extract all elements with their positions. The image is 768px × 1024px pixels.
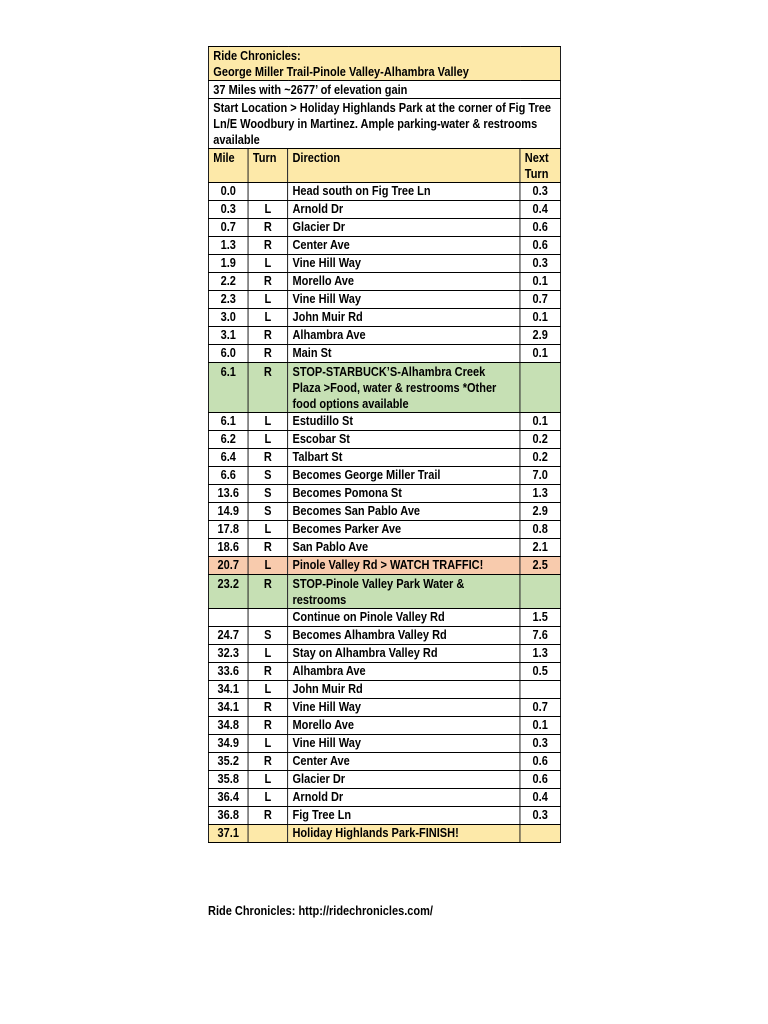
- cue-direction: Center Ave: [288, 753, 520, 771]
- cue-mile: 34.8: [208, 717, 248, 735]
- cue-turn: R: [248, 575, 288, 609]
- cue-turn: L: [248, 431, 288, 449]
- cue-row: [208, 449, 560, 467]
- cue-mile: 3.0: [208, 309, 248, 327]
- header-next-turn: Next Turn: [520, 149, 561, 183]
- cue-row: [208, 789, 560, 807]
- cue-row: [208, 539, 560, 557]
- cue-row: [208, 681, 560, 699]
- cue-next-turn: 0.6: [520, 753, 561, 771]
- cue-mile: 6.0: [208, 345, 248, 363]
- summary-row: [208, 81, 560, 99]
- cue-next-turn: 0.6: [520, 237, 561, 255]
- cue-row: [208, 431, 560, 449]
- cue-next-turn: 0.3: [520, 807, 561, 825]
- cue-turn: R: [248, 273, 288, 291]
- cue-next-turn: 1.3: [520, 485, 561, 503]
- cue-turn: L: [248, 291, 288, 309]
- cue-mile: 24.7: [208, 627, 248, 645]
- cue-mile: 1.3: [208, 237, 248, 255]
- cue-mile: [208, 609, 248, 627]
- cue-mile: 2.3: [208, 291, 248, 309]
- cue-mile: 6.1: [208, 363, 248, 413]
- cue-row: [208, 753, 560, 771]
- cue-direction: Fig Tree Ln: [288, 807, 520, 825]
- cue-next-turn: 0.2: [520, 431, 561, 449]
- cue-next-turn: 0.2: [520, 449, 561, 467]
- cue-row: [208, 645, 560, 663]
- cue-mile: 34.1: [208, 699, 248, 717]
- cue-turn: L: [248, 255, 288, 273]
- cue-row: [208, 273, 560, 291]
- sheet-title: [208, 47, 560, 81]
- cue-direction: Vine Hill Way: [288, 699, 520, 717]
- cue-mile: 36.4: [208, 789, 248, 807]
- cue-mile: 6.1: [208, 413, 248, 431]
- cue-direction: STOP-STARBUCK’S-Alhambra Creek Plaza >Food, water & restrooms *Other food options available: [288, 363, 520, 413]
- cue-row: [208, 807, 560, 825]
- cue-turn: L: [248, 789, 288, 807]
- cue-direction: Alhambra Ave: [288, 663, 520, 681]
- cue-direction: Vine Hill Way: [288, 735, 520, 753]
- cue-next-turn: 0.1: [520, 413, 561, 431]
- cue-next-turn: [520, 681, 561, 699]
- cue-direction: Main St: [288, 345, 520, 363]
- cue-mile: 18.6: [208, 539, 248, 557]
- cue-direction: Becomes San Pablo Ave: [288, 503, 520, 521]
- start-location-row: [208, 99, 560, 149]
- title-line-2: George Miller Trail-Pinole Valley-Alhambra Valley: [213, 65, 469, 79]
- cue-direction: STOP-Pinole Valley Park Water & restrooms: [288, 575, 520, 609]
- cue-row: [208, 557, 560, 575]
- cue-next-turn: 7.6: [520, 627, 561, 645]
- cue-next-turn: 0.5: [520, 663, 561, 681]
- cue-mile: 34.9: [208, 735, 248, 753]
- cue-turn: [248, 825, 288, 843]
- cue-direction: Glacier Dr: [288, 771, 520, 789]
- cue-mile: 17.8: [208, 521, 248, 539]
- cue-mile: 35.8: [208, 771, 248, 789]
- cue-direction: John Muir Rd: [288, 681, 520, 699]
- cue-next-turn: 2.5: [520, 557, 561, 575]
- cue-mile: 6.2: [208, 431, 248, 449]
- cue-turn: R: [248, 363, 288, 413]
- cue-row: [208, 521, 560, 539]
- cue-turn: R: [248, 717, 288, 735]
- cue-direction: Estudillo St: [288, 413, 520, 431]
- cue-row: [208, 413, 560, 431]
- cue-next-turn: 0.7: [520, 291, 561, 309]
- cue-turn: L: [248, 557, 288, 575]
- cue-mile: 37.1: [208, 825, 248, 843]
- cue-row: [208, 825, 560, 843]
- cue-row: [208, 345, 560, 363]
- cue-row: [208, 467, 560, 485]
- cue-direction: Center Ave: [288, 237, 520, 255]
- column-header-row: [208, 149, 560, 183]
- cue-direction: Arnold Dr: [288, 789, 520, 807]
- cue-direction: Vine Hill Way: [288, 255, 520, 273]
- cue-direction: Pinole Valley Rd > WATCH TRAFFIC!: [288, 557, 520, 575]
- cue-direction: Talbart St: [288, 449, 520, 467]
- cue-next-turn: 0.4: [520, 201, 561, 219]
- cue-turn: L: [248, 645, 288, 663]
- cue-mile: 14.9: [208, 503, 248, 521]
- cue-next-turn: 2.9: [520, 503, 561, 521]
- cue-mile: 23.2: [208, 575, 248, 609]
- cue-turn: R: [248, 699, 288, 717]
- cue-row: [208, 699, 560, 717]
- cue-turn: L: [248, 413, 288, 431]
- cue-mile: 0.7: [208, 219, 248, 237]
- cue-row: [208, 503, 560, 521]
- cue-mile: 1.9: [208, 255, 248, 273]
- cue-row: [208, 291, 560, 309]
- cue-turn: R: [248, 753, 288, 771]
- cue-turn: S: [248, 627, 288, 645]
- cue-mile: 2.2: [208, 273, 248, 291]
- cue-mile: 0.3: [208, 201, 248, 219]
- cue-next-turn: 0.1: [520, 309, 561, 327]
- cue-row: [208, 663, 560, 681]
- cue-turn: S: [248, 467, 288, 485]
- cue-next-turn: 0.3: [520, 255, 561, 273]
- cue-turn: R: [248, 539, 288, 557]
- cue-turn: R: [248, 807, 288, 825]
- title-line-1: Ride Chronicles:: [213, 49, 301, 63]
- cue-row: [208, 183, 560, 201]
- header-mile: Mile: [208, 149, 248, 183]
- cue-next-turn: 1.3: [520, 645, 561, 663]
- cue-row: [208, 309, 560, 327]
- cue-row: [208, 627, 560, 645]
- cue-next-turn: 0.8: [520, 521, 561, 539]
- cue-next-turn: 0.6: [520, 219, 561, 237]
- footer-link-text: Ride Chronicles: http://ridechronicles.com/: [208, 904, 433, 918]
- cue-next-turn: 1.5: [520, 609, 561, 627]
- cue-turn: R: [248, 327, 288, 345]
- cue-mile: 13.6: [208, 485, 248, 503]
- cue-direction: Holiday Highlands Park-FINISH!: [288, 825, 520, 843]
- cue-direction: Head south on Fig Tree Ln: [288, 183, 520, 201]
- cue-next-turn: 0.3: [520, 735, 561, 753]
- cue-direction: Continue on Pinole Valley Rd: [288, 609, 520, 627]
- cue-next-turn: [520, 575, 561, 609]
- cue-next-turn: 0.1: [520, 273, 561, 291]
- cue-direction: Becomes Pomona St: [288, 485, 520, 503]
- cue-direction: Stay on Alhambra Valley Rd: [288, 645, 520, 663]
- cue-mile: 3.1: [208, 327, 248, 345]
- cue-next-turn: [520, 363, 561, 413]
- cue-direction: Vine Hill Way: [288, 291, 520, 309]
- cue-next-turn: 0.1: [520, 345, 561, 363]
- cue-direction: Becomes Parker Ave: [288, 521, 520, 539]
- cue-mile: 6.4: [208, 449, 248, 467]
- cue-direction: John Muir Rd: [288, 309, 520, 327]
- cue-direction: Arnold Dr: [288, 201, 520, 219]
- cue-turn: R: [248, 345, 288, 363]
- cue-mile: 6.6: [208, 467, 248, 485]
- cue-direction: Morello Ave: [288, 717, 520, 735]
- cue-next-turn: 0.6: [520, 771, 561, 789]
- cue-direction: Escobar St: [288, 431, 520, 449]
- cue-mile: 0.0: [208, 183, 248, 201]
- cue-next-turn: [520, 825, 561, 843]
- title-row: [208, 47, 560, 81]
- cue-next-turn: 0.3: [520, 183, 561, 201]
- cue-row: [208, 219, 560, 237]
- cue-row: [208, 201, 560, 219]
- cue-turn: S: [248, 485, 288, 503]
- cue-mile: 36.8: [208, 807, 248, 825]
- cue-direction: Morello Ave: [288, 273, 520, 291]
- cue-row: [208, 237, 560, 255]
- cue-turn: L: [248, 681, 288, 699]
- cue-turn: R: [248, 219, 288, 237]
- cue-direction: San Pablo Ave: [288, 539, 520, 557]
- cue-next-turn: 0.1: [520, 717, 561, 735]
- cue-turn: L: [248, 201, 288, 219]
- cue-row: [208, 255, 560, 273]
- header-turn: Turn: [248, 149, 288, 183]
- start-location: Start Location > Holiday Highlands Park at the corner of Fig Tree Ln/E Woodbury in Martinez. Ample parking-water & restrooms available: [208, 99, 560, 149]
- cue-mile: 35.2: [208, 753, 248, 771]
- cue-mile: 33.6: [208, 663, 248, 681]
- cue-turn: R: [248, 449, 288, 467]
- cue-next-turn: 7.0: [520, 467, 561, 485]
- cue-direction: Alhambra Ave: [288, 327, 520, 345]
- cue-next-turn: 0.7: [520, 699, 561, 717]
- cue-turn: L: [248, 309, 288, 327]
- cue-mile: 32.3: [208, 645, 248, 663]
- cue-sheet-table: [208, 46, 561, 843]
- cue-row: [208, 485, 560, 503]
- cue-turn: L: [248, 735, 288, 753]
- cue-row: [208, 771, 560, 789]
- cue-turn: [248, 609, 288, 627]
- cue-turn: R: [248, 237, 288, 255]
- header-direction: Direction: [288, 149, 520, 183]
- cue-direction: Becomes George Miller Trail: [288, 467, 520, 485]
- cue-row: [208, 575, 560, 609]
- cue-direction: Glacier Dr: [288, 219, 520, 237]
- cue-row: [208, 327, 560, 345]
- cue-turn: [248, 183, 288, 201]
- cue-turn: L: [248, 521, 288, 539]
- cue-turn: L: [248, 771, 288, 789]
- cue-turn: S: [248, 503, 288, 521]
- cue-row: [208, 717, 560, 735]
- cue-mile: 34.1: [208, 681, 248, 699]
- cue-mile: 20.7: [208, 557, 248, 575]
- cue-next-turn: 0.4: [520, 789, 561, 807]
- cue-next-turn: 2.1: [520, 539, 561, 557]
- cue-direction: Becomes Alhambra Valley Rd: [288, 627, 520, 645]
- cue-next-turn: 2.9: [520, 327, 561, 345]
- cue-row: [208, 735, 560, 753]
- cue-row: [208, 609, 560, 627]
- cue-row: [208, 363, 560, 413]
- ride-summary: 37 Miles with ~2677’ of elevation gain: [208, 81, 560, 99]
- cue-turn: R: [248, 663, 288, 681]
